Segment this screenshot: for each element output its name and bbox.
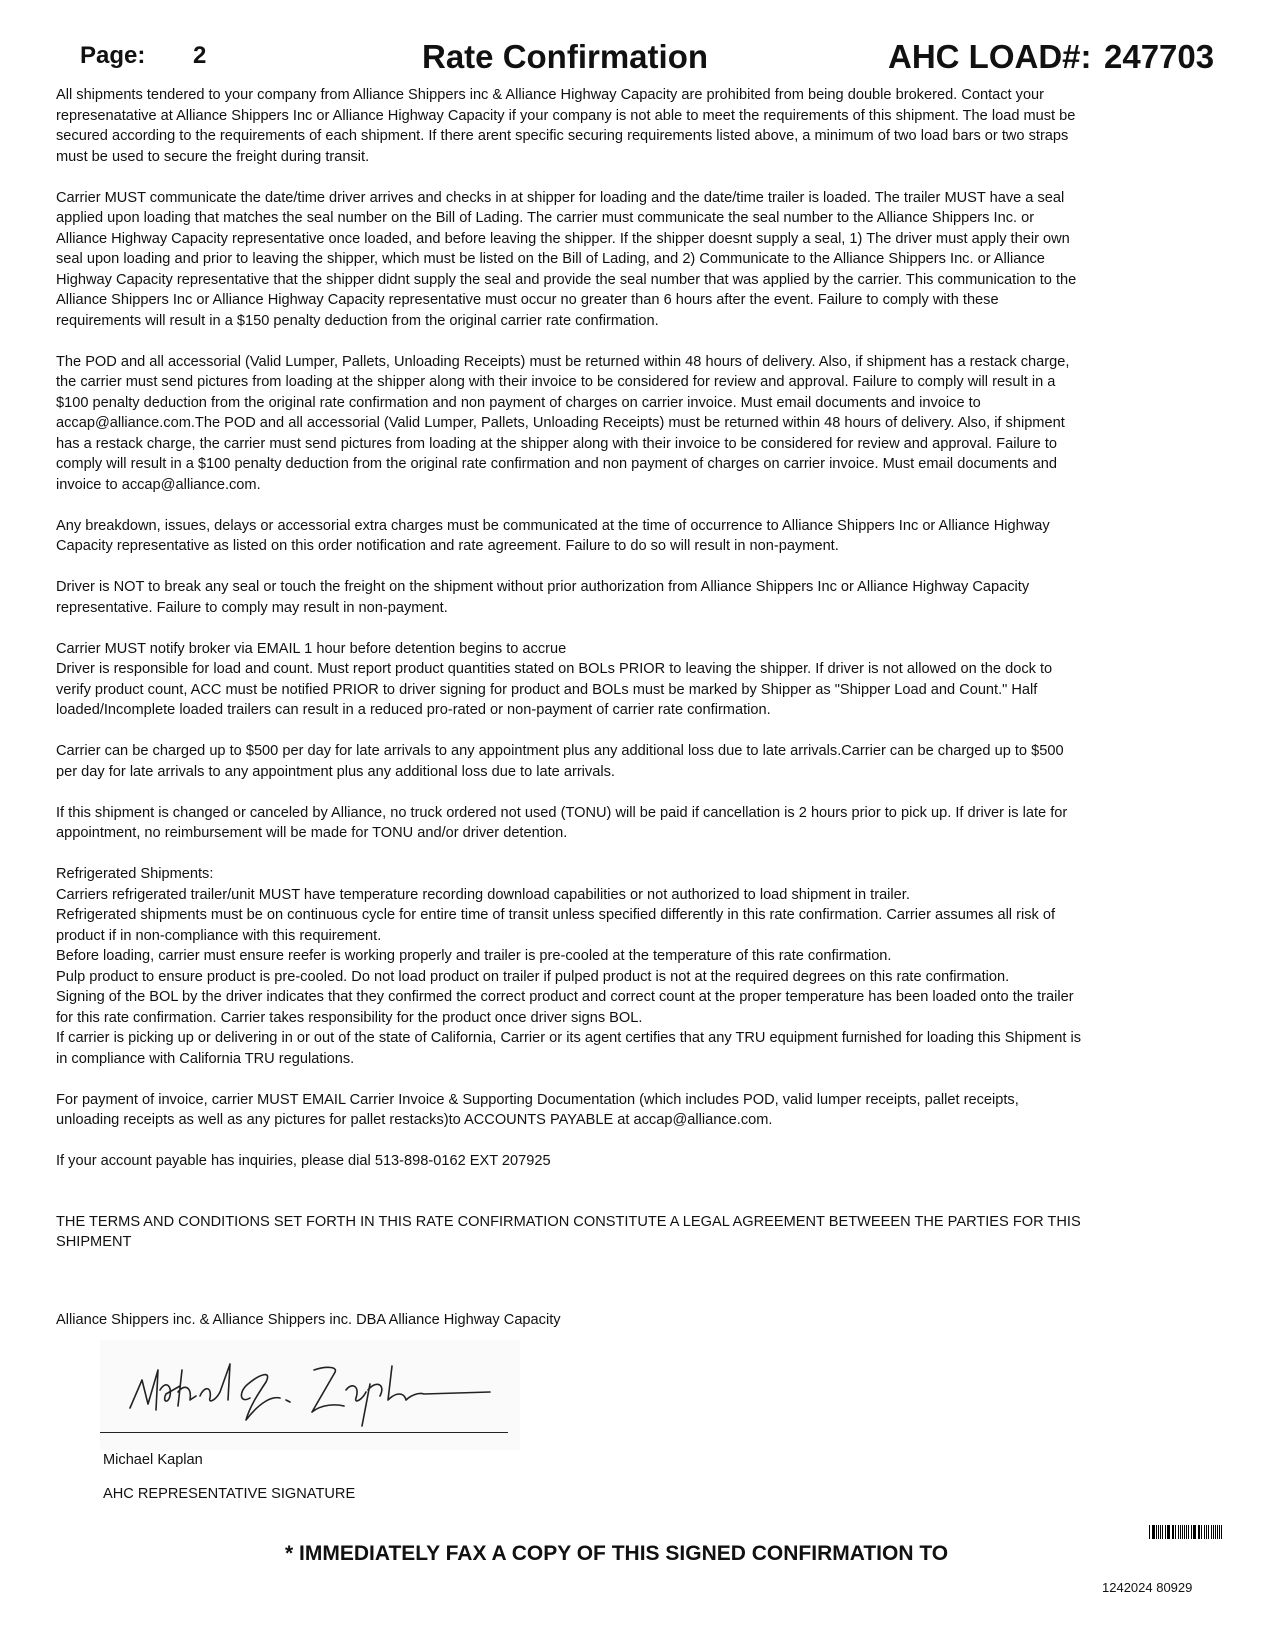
load-number-label: AHC LOAD#: <box>888 38 1092 75</box>
page-label: Page: <box>80 42 146 69</box>
barcode-bar <box>1165 1525 1166 1539</box>
barcode-bar <box>1194 1525 1195 1539</box>
fax-notice: * IMMEDIATELY FAX A COPY OF THIS SIGNED CONFIRMATION TO <box>285 1542 949 1565</box>
barcode-bar <box>1215 1525 1216 1539</box>
paragraph-legal-agreement: THE TERMS AND CONDITIONS SET FORTH IN THIS RATE CONFIRMATION CONSTITUTE A LEGAL AGREEMENT BETWEEEN THE PARTIES FOR THIS SHIPMENT <box>56 1213 1081 1250</box>
barcode-bar <box>1167 1525 1168 1539</box>
reefer-bol-signing: Signing of the BOL by the driver indicates that they confirmed the correct product and correct count at the proper temperature has been loaded onto the trailer for this rate confirmation. Carrier takes responsibility for the product once driver signs BOL. <box>56 989 1074 1026</box>
barcode-bar <box>1158 1525 1159 1539</box>
barcode-bar <box>1193 1525 1194 1539</box>
signer-title: AHC REPRESENTATIVE SIGNATURE <box>103 1486 356 1502</box>
barcode-bar <box>1152 1525 1153 1539</box>
barcode-bar <box>1168 1525 1169 1539</box>
barcode-bar <box>1160 1525 1161 1539</box>
barcode-bar <box>1180 1525 1181 1539</box>
barcode-bar <box>1153 1525 1154 1539</box>
barcode-bar <box>1208 1525 1209 1539</box>
barcode-bar <box>1186 1525 1187 1539</box>
paragraph-pod-accessorial: The POD and all accessorial (Valid Lumper, Pallets, Unloading Receipts) must be returned within 48 hours of delivery. Also, if shipment has a restack charge, the carrier must send pictures from loading at the shipper along with their invoice to be considered for review and approval. Failure to comply will result in a $100 penalty deduction from the original rate confirmation and non payment of charges on carrier invoice. Must email documents and invoice to accap@alliance.com.The POD and all accessorial (Valid Lumper, Pallets, Unloading Receipts) must be returned within 48 hours of delivery. Also, if shipment has a restack charge, the carrier must send pictures from loading at the shipper along with their invoice to be considered for review and approval. Failure to comply will result in a $100 penalty deduction from the original rate confirmation and non payment of charges on carrier invoice. Must email documents and invoice to accap@alliance.com. <box>56 353 1070 493</box>
document-title: Rate Confirmation <box>422 38 709 75</box>
barcode-bar <box>1199 1525 1200 1539</box>
company-line: Alliance Shippers inc. & Alliance Shippers inc. DBA Alliance Highway Capacity <box>56 1312 561 1328</box>
barcode-bar <box>1213 1525 1214 1539</box>
barcode-bar <box>1198 1525 1199 1539</box>
barcode-bar <box>1211 1525 1212 1539</box>
reefer-precool: Before loading, carrier must ensure reefer is working properly and trailer is pre-cooled at the temperature of this rate confirmation. <box>56 948 892 964</box>
barcode-bar <box>1162 1525 1163 1539</box>
barcode-bar <box>1219 1525 1220 1539</box>
paragraph-load-count: Driver is responsible for load and count. Must report product quantities stated on BOLs PRIOR to leaving the shipper. If driver is not allowed on the dock to verify product count, ACC must be notified PRIOR to driver signing for product and BOLs must be marked by Shipper as "Shipper Load and Count." Half loaded/Incomplete loaded trailers can result in a reduced pro-rated or non-payment of carrier rate confirmation. <box>56 661 1053 718</box>
paragraph-payment-invoice: For payment of invoice, carrier MUST EMAIL Carrier Invoice & Supporting Documentation (which includes POD, valid lumper receipts, pallet receipts, unloading receipts as well as any pictures for pallet restacks)to ACCOUNTS PAYABLE at accap@alliance.com. <box>56 1091 1019 1128</box>
signature-line <box>100 1432 508 1433</box>
load-number: 247703 <box>1104 38 1215 75</box>
barcode-bar <box>1173 1525 1174 1539</box>
barcode-bar <box>1188 1525 1189 1539</box>
paragraph-seal-freight: Driver is NOT to break any seal or touch the freight on the shipment without prior authorization from Alliance Shippers Inc or Alliance Highway Capacity representative. Failure to comply may result in non-payment. <box>56 579 1030 616</box>
barcode-bar <box>1184 1525 1185 1539</box>
barcode-bar <box>1172 1525 1173 1539</box>
paragraph-tonu: If this shipment is changed or canceled by Alliance, no truck ordered not used (TONU) will be paid if cancellation is 2 hours prior to pick up. If driver is late for appointment, no reimbursement will be made for TONU and/or driver detention. <box>56 804 1068 841</box>
barcode-bar <box>1182 1525 1183 1539</box>
paragraph-seal-requirements: Carrier MUST communicate the date/time driver arrives and checks in at shipper for loading and the date/time trailer is loaded. The trailer MUST have a seal applied upon loading that matches the seal number on the Bill of Lading. The carrier must communicate the seal number to the Alliance Shippers Inc. or Alliance Highway Capacity representative once loaded, and before leaving the shipper. If the shipper doesnt supply a seal, 1) The driver must apply their own seal upon loading and prior to leaving the shipper, which must be listed on the Bill of Lading, and 2) Communicate to the Alliance Shippers Inc. or Alliance Highway Capacity representative that the shipper didnt supply the seal and provide the seal number that was applied by the carrier. This communication to the Alliance Shippers Inc or Alliance Highway Capacity representative must occur no greater than 6 hours after the event. Failure to comply with these requirements will result in a $150 penalty deduction from the original carrier rate confirmation. <box>56 189 1077 329</box>
barcode-bar <box>1191 1525 1192 1539</box>
paragraph-breakdown-issues: Any breakdown, issues, delays or accessorial extra charges must be communicated at the time of occurrence to Alliance Shippers Inc or Alliance Highway Capacity representative as listed on this order notification and rate agreement. Failure to do so will result in non-payment. <box>56 517 1050 554</box>
barcode <box>1149 1525 1224 1539</box>
reefer-continuous-cycle: Refrigerated shipments must be on continuous cycle for entire time of transit unless specified differently in this rate confirmation. Carrier assumes all risk of product if in non-compliance with this requirement. <box>56 907 1056 944</box>
barcode-bar <box>1204 1525 1205 1539</box>
signature-area <box>100 1340 520 1450</box>
handwritten-signature <box>100 1340 520 1440</box>
barcode-bar <box>1178 1525 1179 1539</box>
barcode-bar <box>1217 1525 1218 1539</box>
paragraph-double-brokering: All shipments tendered to your company from Alliance Shippers inc & Alliance Highway Capacity are prohibited from being double brokered. Contact your represenatative at Alliance Shippers Inc or Alliance Highway Capacity if your company is not able to meet the requirements of this shipment. The load must be secured according to the requirements of each shipment. If there arent specific securing requirements listed above, a minimum of two load bars or two straps must be used to secure the freight during transit. <box>56 87 1076 165</box>
barcode-bar <box>1156 1525 1157 1539</box>
reefer-california-tru: If carrier is picking up or delivering in or out of the state of California, Carrier or its agent certifies that any TRU equipment furnished for loading this Shipment is in compliance with California TRU regulations. <box>56 1030 1082 1067</box>
barcode-bar <box>1206 1525 1207 1539</box>
terms-body <box>56 85 1086 1273</box>
refrigerated-heading: Refrigerated Shipments: <box>56 866 214 882</box>
page-number: 2 <box>193 42 207 69</box>
barcode-bar <box>1175 1525 1176 1539</box>
paragraph-detention-notice: Carrier MUST notify broker via EMAIL 1 hour before detention begins to accrue <box>56 640 567 657</box>
barcode-bar <box>1221 1525 1222 1539</box>
paragraph-late-charges: Carrier can be charged up to $500 per day for late arrivals to any appointment plus any additional loss due to late arrivals.Carrier can be charged up to $500 per day for late arrivals to any appointment plus any additional loss due to late arrivals. <box>56 743 1064 780</box>
footer-code: 1242024 80929 <box>1102 1580 1193 1595</box>
barcode-bar <box>1149 1525 1150 1539</box>
reefer-pulp: Pulp product to ensure product is pre-cooled. Do not load product on trailer if pulped product is not at the required degrees on this rate confirmation. <box>56 968 1010 985</box>
reefer-recording: Carriers refrigerated trailer/unit MUST have temperature recording download capabilities or not authorized to load shipment in trailer. <box>56 886 910 903</box>
paragraph-ap-inquiries: If your account payable has inquiries, please dial 513-898-0162 EXT 207925 <box>56 1153 551 1169</box>
barcode-bar <box>1201 1525 1202 1539</box>
signer-name: Michael Kaplan <box>103 1452 203 1468</box>
